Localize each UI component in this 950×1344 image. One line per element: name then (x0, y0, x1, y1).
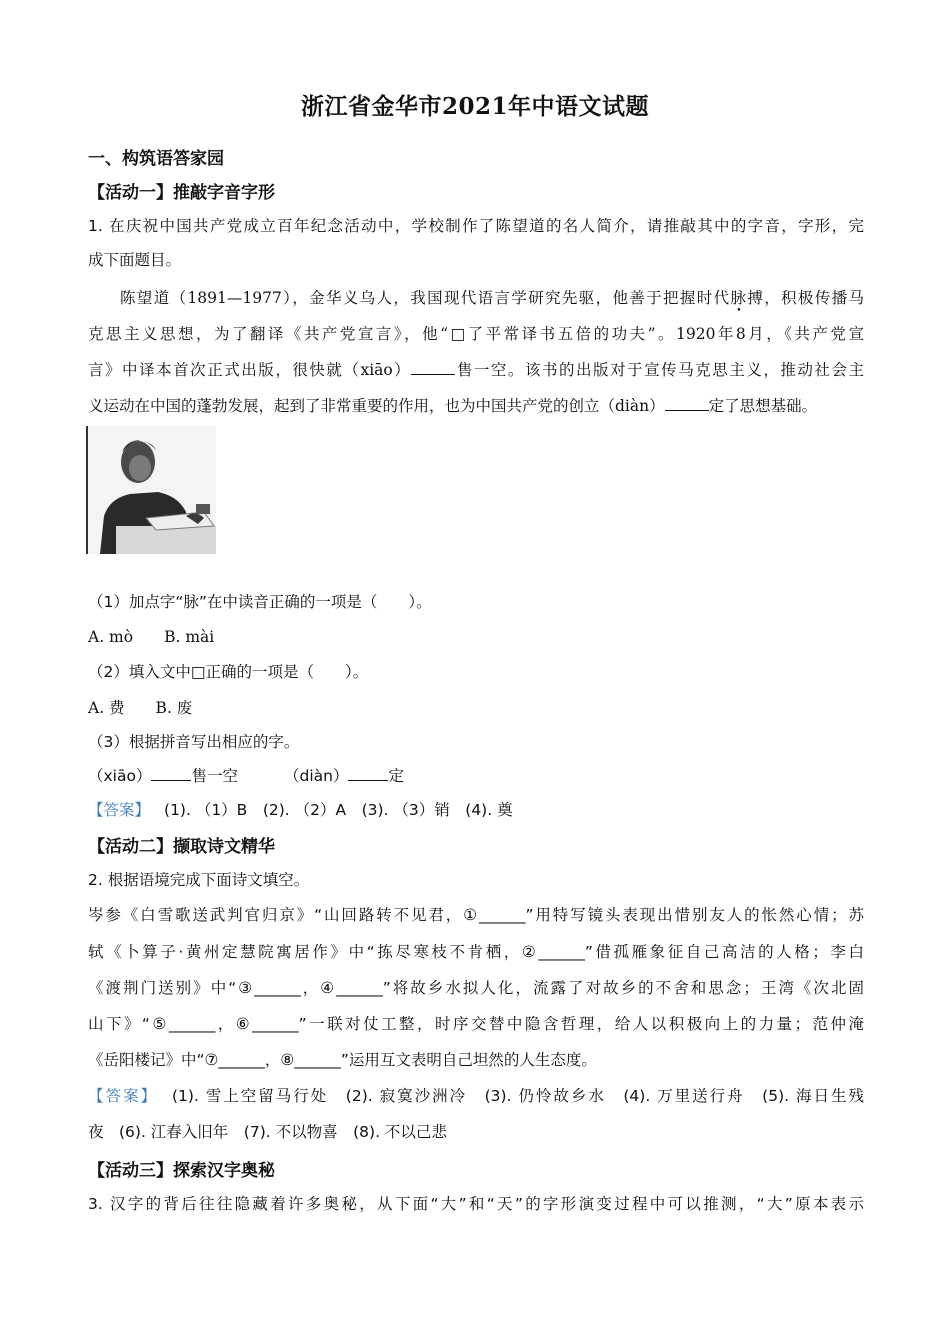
activity-heading: 【活动二】撷取诗文精华 (88, 837, 275, 857)
sub-question: （1）加点字“脉”在中读音正确的一项是（ ）。 (88, 593, 432, 611)
options: A. mò B. mài (88, 628, 215, 646)
dotted-char: 脉 (730, 289, 748, 307)
passage-line: 义运动在中国的蓬勃发展，起到了非常重要的作用，也为中国共产党的创立（diàn） 定了思想基础。 (88, 397, 818, 415)
answer-badge: 【答案】 (88, 801, 151, 819)
passage-line: 陈望道（1891—1977），金华义乌人，我国现代语言学研究先驱，他善于把握时代脉搏，积极传播马 (120, 289, 864, 307)
answer-badge: 【答案】 (88, 1087, 158, 1105)
passage-line: 言》中译本首次正式出版，很快就（xiāo） 售一空。该书的出版对于宣传马克思主义，推动社会主 (88, 361, 864, 379)
portrait-photo (86, 426, 216, 554)
question-text: 3. 汉字的背后往往隐藏着许多奥秘，从下面“大”和“天”的字形演变过程中可以推测，“大”原本表示 (88, 1195, 864, 1213)
question-text: 轼《卜算子·黄州定慧院寓居作》中“拣尽寒枝不肯栖，②______”借孤雁象征自己高洁的人格；李白 (88, 943, 864, 961)
question-text: 成下面题目。 (88, 251, 182, 269)
page-title: 浙江省金华市2021年中语文试题 (300, 93, 649, 120)
question-text: 2. 根据语境完成下面诗文填空。 (88, 871, 310, 889)
sub-question: （3）根据拼音写出相应的字。 (88, 733, 300, 751)
sub-question: （2）填入文中□正确的一项是（ ）。 (88, 663, 369, 681)
answer-line: 【答案】 (1). （1）B (2). （2）A (3). （3）销 (4). 奠 (88, 801, 513, 819)
activity-heading: 【活动三】探索汉字奥秘 (88, 1161, 275, 1181)
fill-blanks: （xiāo） 售一空 （diàn） 定 (88, 767, 404, 785)
question-text: 《渡荆门送别》中“③______，④______”将故乡水拟人化，流露了对故乡的不舍和思念；王湾《次北固 (88, 979, 864, 997)
question-text: 1. 在庆祝中国共产党成立百年纪念活动中，学校制作了陈望道的名人简介，请推敲其中的字音，字形，完 (88, 217, 864, 235)
passage-line: 克思主义思想，为了翻译《共产党宣言》，他“□了平常译书五倍的功夫”。1920年8月，《共产党宣 (88, 325, 864, 343)
answer-line: 【答案】 (1). 雪上空留马行处 (2). 寂寞沙洲冷 (3). 仍怜故乡水 (4). 万里送行舟 (5). 海日生残 (88, 1087, 864, 1105)
question-text: 岑参《白雪歌送武判官归京》“山回路转不见君，①______”用特写镜头表现出惜别友人的怅然心情；苏 (88, 906, 864, 924)
answer-line: 夜 (6). 江春入旧年 (7). 不以物喜 (8). 不以己悲 (88, 1123, 447, 1141)
question-text: 山下》“⑤______，⑥______”一联对仗工整，时序交替中隐含哲理，给人以积极向上的力量；范仲淹 (88, 1015, 864, 1033)
question-text: 《岳阳楼记》中“⑦______，⑧______”运用互文表明自己坦然的人生态度。 (88, 1051, 597, 1069)
activity-heading: 【活动一】推敲字音字形 (88, 183, 275, 203)
options: A. 费 B. 废 (88, 699, 193, 717)
section-heading: 一、构筑语答家园 (88, 149, 224, 169)
